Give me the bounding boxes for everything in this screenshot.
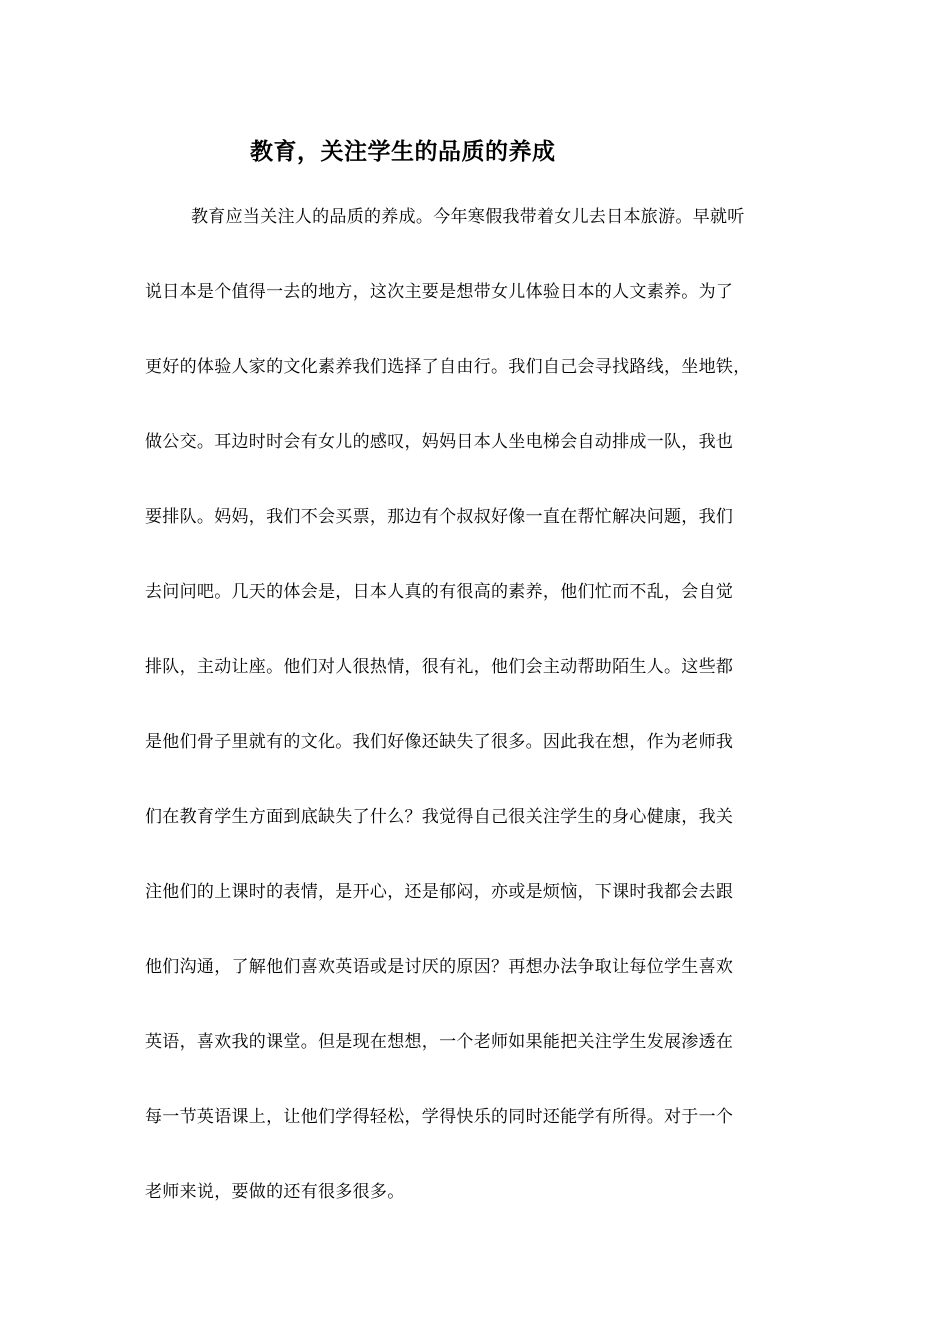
document-title: 教育，关注学生的品质的养成 bbox=[250, 138, 556, 165]
paragraph-line: 每一节英语课上，让他们学得轻松，学得快乐的同时还能学有所得。对于一个 bbox=[145, 1107, 734, 1127]
paragraph-line: 去问问吧。几天的体会是，日本人真的有很高的素养，他们忙而不乱，会自觉 bbox=[145, 582, 734, 602]
paragraph-line: 注他们的上课时的表情，是开心，还是郁闷，亦或是烦恼，下课时我都会去跟 bbox=[145, 882, 734, 902]
paragraph-line: 教育应当关注人的品质的养成。今年寒假我带着女儿去日本旅游。早就听 bbox=[191, 207, 745, 227]
paragraph-line: 他们沟通，了解他们喜欢英语或是讨厌的原因？再想办法争取让每位学生喜欢 bbox=[145, 957, 734, 977]
paragraph-line: 老师来说，要做的还有很多很多。 bbox=[145, 1182, 405, 1202]
paragraph-line: 要排队。妈妈，我们不会买票，那边有个叔叔好像一直在帮忙解决问题，我们 bbox=[145, 507, 734, 527]
paragraph-line: 是他们骨子里就有的文化。我们好像还缺失了很多。因此我在想，作为老师我 bbox=[145, 732, 734, 752]
paragraph-line: 做公交。耳边时时会有女儿的感叹，妈妈日本人坐电梯会自动排成一队，我也 bbox=[145, 432, 734, 452]
paragraph-line: 英语，喜欢我的课堂。但是现在想想，一个老师如果能把关注学生发展渗透在 bbox=[145, 1032, 734, 1052]
paragraph-line: 排队，主动让座。他们对人很热情，很有礼，他们会主动帮助陌生人。这些都 bbox=[145, 657, 734, 677]
paragraph-line: 们在教育学生方面到底缺失了什么？我觉得自己很关注学生的身心健康，我关 bbox=[145, 807, 734, 827]
paragraph-line: 更好的体验人家的文化素养我们选择了自由行。我们自己会寻找路线，坐地铁， bbox=[145, 357, 751, 377]
paragraph-line: 说日本是个值得一去的地方，这次主要是想带女儿体验日本的人文素养。为了 bbox=[145, 282, 734, 302]
